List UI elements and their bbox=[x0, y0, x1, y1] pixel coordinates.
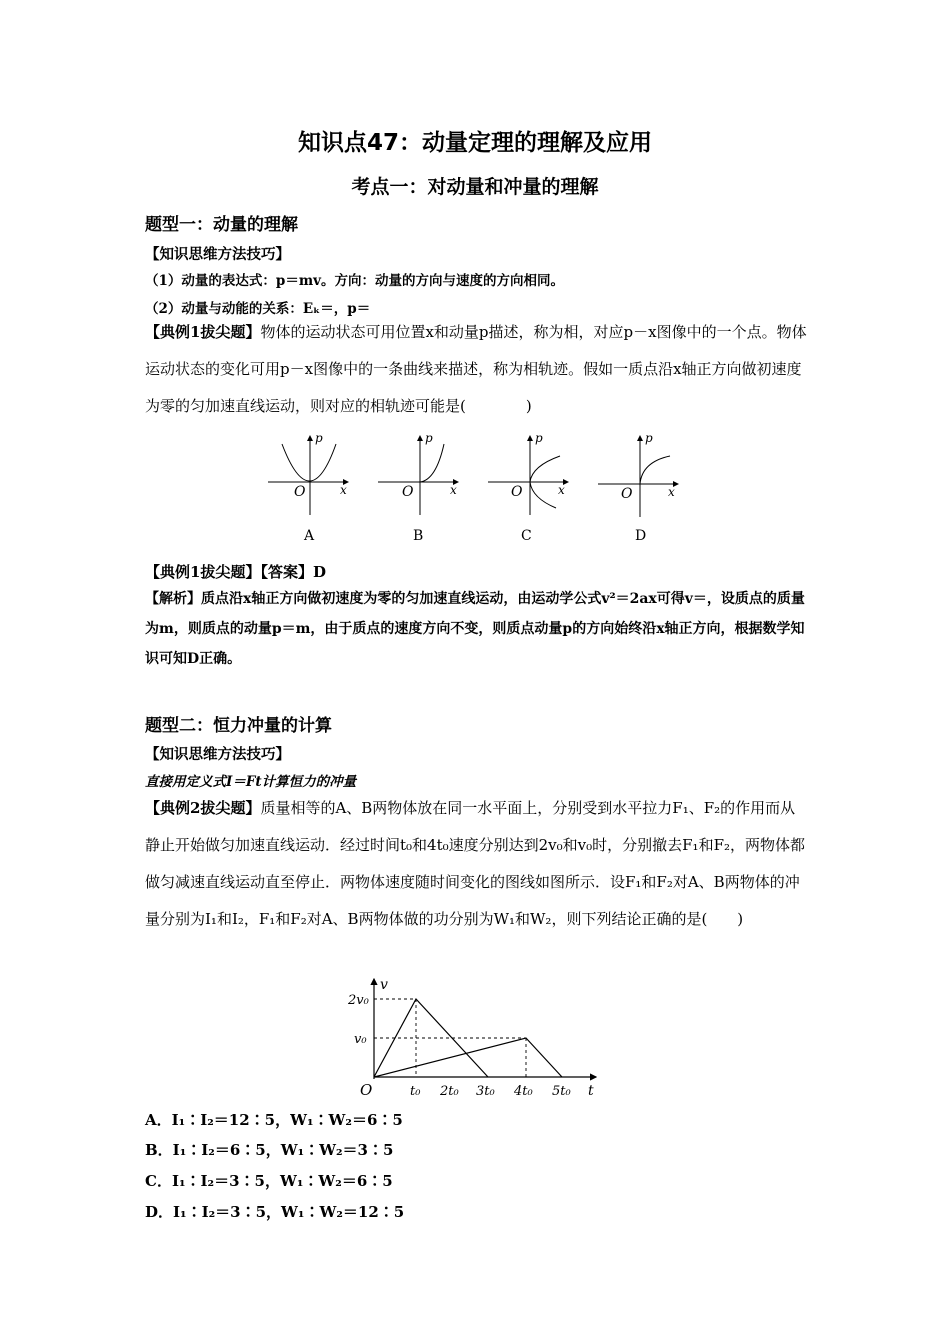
vt-xtick-3t0: 3t₀ bbox=[476, 1084, 495, 1099]
graph-d-x-label: x bbox=[668, 485, 675, 499]
type1-analysis-label: 【解析】 bbox=[145, 591, 201, 607]
type1-answer-value: D bbox=[312, 563, 326, 581]
vt-xtick-t0: t₀ bbox=[410, 1084, 421, 1099]
option-b: B．I₁∶I₂＝6∶5，W₁∶W₂＝3∶5 bbox=[145, 1141, 394, 1159]
type1-heading: 题型一：动量的理解 bbox=[145, 215, 298, 235]
section-subtitle: 考点一：对动量和冲量的理解 bbox=[351, 176, 599, 198]
graph-d-origin: O bbox=[621, 486, 633, 502]
vt-ytick-2v0: 2v₀ bbox=[348, 993, 369, 1008]
vt-origin: O bbox=[360, 1081, 373, 1099]
type1-analysis bbox=[145, 584, 807, 674]
graph-a-p-label: p bbox=[315, 431, 323, 445]
page-title: 知识点47：动量定理的理解及应用 bbox=[297, 130, 652, 156]
type1-example bbox=[145, 314, 807, 425]
vt-xtick-4t0: 4t₀ bbox=[514, 1084, 533, 1099]
type2-method-label: 【知识思维方法技巧】 bbox=[145, 746, 290, 763]
graph-b-label: B bbox=[413, 528, 424, 544]
graph-b bbox=[378, 431, 458, 544]
graph-a bbox=[268, 431, 348, 544]
type1-answer-label: 【典例1拔尖题】【答案】 bbox=[145, 563, 313, 581]
graph-b-origin: O bbox=[402, 484, 414, 500]
type2-example-label: 【典例2拔尖题】 bbox=[145, 799, 261, 817]
graph-a-label: A bbox=[304, 528, 315, 544]
option-a: A．I₁∶I₂＝12∶5，W₁∶W₂＝6∶5 bbox=[145, 1111, 403, 1129]
vt-ytick-v0: v₀ bbox=[354, 1032, 367, 1047]
graph-d-curve bbox=[640, 456, 670, 484]
graph-a-curve bbox=[282, 444, 336, 481]
type1-answer bbox=[145, 561, 326, 582]
vt-v-label: v bbox=[380, 977, 388, 993]
graph-d-p-label: p bbox=[645, 431, 653, 445]
graph-c-x-label: x bbox=[558, 483, 565, 497]
graph-b-x-label: x bbox=[450, 483, 457, 497]
graph-b-p-label: p bbox=[425, 431, 433, 445]
vt-xtick-5t0: 5t₀ bbox=[552, 1084, 571, 1099]
vt-xtick-2t0: 2t₀ bbox=[440, 1084, 459, 1099]
vt-line-b bbox=[374, 1038, 562, 1077]
graph-b-curve bbox=[420, 444, 444, 482]
graph-c-origin: O bbox=[511, 484, 523, 500]
graph-c bbox=[488, 431, 568, 544]
type1-example-label: 【典例1拔尖题】 bbox=[145, 323, 261, 341]
vt-t-label: t bbox=[588, 1083, 594, 1099]
type2-vt-graph bbox=[330, 975, 610, 1105]
type2-example-text: 质量相等的A、B两物体放在同一水平面上，分别受到水平拉力F₁、F₂的作用而从静止开始做匀加速直线运动．经过时间t₀和4t₀速度分别达到2v₀和v₀时，分别撤去F₁和F₂，两物体都做匀减速直线运动直至停止．两物体速度随时间变化的图线如图所示．设F₁和F₂对A、B两物体的冲量分别为I₁和I₂，F₁和F₂对A、B两物体做的功分别为W₁和W₂，则下列结论正确的是( ) bbox=[145, 799, 805, 928]
type1-graphs bbox=[260, 430, 690, 550]
option-d: D．I₁∶I₂＝3∶5，W₁∶W₂＝12∶5 bbox=[145, 1203, 405, 1221]
type1-method-label: 【知识思维方法技巧】 bbox=[145, 246, 290, 263]
type2-heading: 题型二：恒力冲量的计算 bbox=[145, 716, 332, 736]
graph-d bbox=[598, 431, 678, 544]
type1-point2: （2）动量与动能的关系：Eₖ＝，p＝ bbox=[145, 301, 371, 317]
type2-method-text: 直接用定义式I＝Ft计算恒力的冲量 bbox=[145, 774, 357, 790]
graph-d-label: D bbox=[635, 528, 647, 544]
option-c: C．I₁∶I₂＝3∶5，W₁∶W₂＝6∶5 bbox=[145, 1172, 393, 1190]
type2-example bbox=[145, 790, 807, 938]
graph-a-x-label: x bbox=[340, 483, 347, 497]
type1-example-text: 物体的运动状态可用位置x和动量p描述，称为相，对应p－x图像中的一个点。物体运动状态的变化可用p－x图像中的一条曲线来描述，称为相轨迹。假如一质点沿x轴正方向做初速度为零的匀加速直线运动，则对应的相轨迹可能是( ) bbox=[145, 323, 807, 415]
graph-a-origin: O bbox=[294, 484, 306, 500]
graph-c-p-label: p bbox=[535, 431, 543, 445]
type1-point1: （1）动量的表达式：p＝mv。方向：动量的方向与速度的方向相同。 bbox=[145, 273, 564, 289]
graph-c-label: C bbox=[521, 528, 532, 544]
type1-analysis-text: 质点沿x轴正方向做初速度为零的匀加速直线运动，由运动学公式v²＝2ax可得v＝，设质点的质量为m，则质点的动量p＝m，由于质点的速度方向不变，则质点动量p的方向始终沿x轴正方向，根据数学知识可知D正确。 bbox=[145, 591, 805, 667]
